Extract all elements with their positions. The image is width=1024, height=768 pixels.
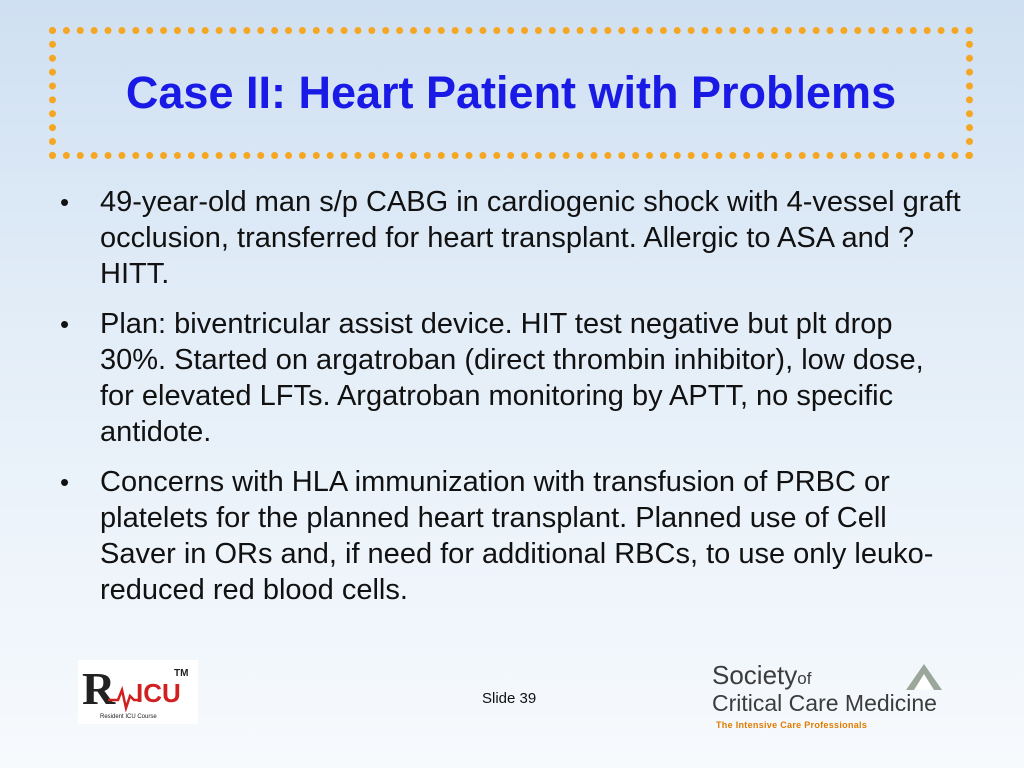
bullet-dot-icon: • bbox=[60, 309, 70, 339]
bullet-item bbox=[60, 184, 965, 292]
slide-number: Slide 39 bbox=[482, 690, 537, 707]
slide-title: Case II: Heart Patient with Problems bbox=[125, 67, 897, 118]
svg-text:R: R bbox=[82, 663, 116, 714]
bullet-list bbox=[60, 184, 965, 622]
sccm-tagline: The Intensive Care Professionals bbox=[716, 720, 868, 730]
bullet-text: Plan: biventricular assist device. HIT test negative but plt drop 30%. Started on argatroban (direct thrombin inhibitor), low dose, for elevated LFTs. Argatroban monitoring by APTT, no specific antidote. bbox=[100, 308, 924, 448]
bullet-dot-icon: • bbox=[60, 187, 70, 217]
svg-text:ICU: ICU bbox=[136, 678, 181, 708]
bullet-item bbox=[60, 464, 965, 608]
bullet-text: Concerns with HLA immunization with transfusion of PRBC or platelets for the planned heart transplant. Planned use of Cell Saver in ORs and, if need for additional RBCs, to use only leuko-reduced red blood cells. bbox=[100, 466, 934, 606]
svg-text:TM: TM bbox=[174, 668, 189, 679]
svg-text:Resident ICU Course: Resident ICU Course bbox=[100, 714, 157, 720]
ricu-logo bbox=[78, 660, 198, 724]
bullet-item bbox=[60, 306, 965, 450]
sccm-logo bbox=[712, 660, 972, 738]
bullet-text: 49-year-old man s/p CABG in cardiogenic shock with 4-vessel graft occlusion, transferred for heart transplant. Allergic to ASA and ?HITT. bbox=[100, 186, 961, 290]
title-frame bbox=[49, 27, 973, 159]
bullet-dot-icon: • bbox=[60, 467, 70, 497]
ricu-logo-graphic bbox=[78, 660, 198, 724]
sccm-name-line2: Critical Care Medicine bbox=[712, 690, 937, 716]
sccm-triangle-icon bbox=[902, 662, 946, 692]
sccm-name-line1: Societyof bbox=[712, 660, 812, 690]
